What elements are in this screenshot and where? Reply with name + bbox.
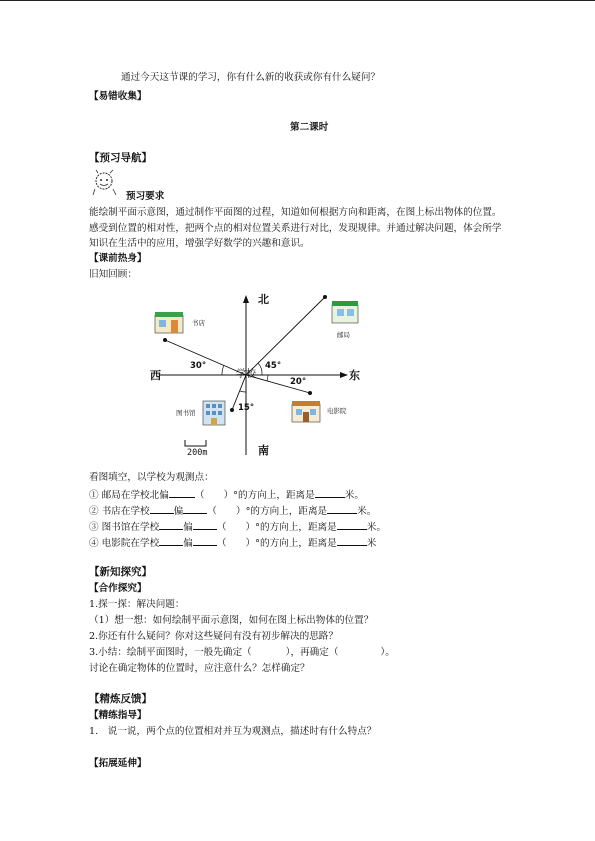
post-office-label: 邮局 bbox=[337, 331, 350, 339]
heading-extend: 【拓展延伸】 bbox=[89, 758, 147, 769]
angle-ne-label: 45° bbox=[265, 361, 282, 371]
answer-blank[interactable] bbox=[337, 535, 367, 546]
fill-item-text: 书店在学校 bbox=[101, 506, 150, 517]
heading-warmup: 【课前热身】 bbox=[89, 253, 147, 264]
fill-item-4 bbox=[89, 535, 376, 550]
answer-blank[interactable] bbox=[159, 519, 183, 530]
map-west-label: 西 bbox=[150, 369, 161, 382]
explore-item-2: 2.你还有什么疑问？你对这些疑问有没有初步解决的思路？ bbox=[89, 631, 338, 642]
fill-item-text: 偏 bbox=[183, 522, 193, 533]
answer-blank[interactable] bbox=[315, 487, 345, 498]
answer-blank[interactable] bbox=[193, 519, 217, 530]
preview-req-text: 能绘制平面示意图，通过制作平面图的过程，知道如何根据方向和距离，在图上标出物体的位置。感受到位置的相对性，把两个点的相对位置关系进行对比，发现规律。并通过解决问题，体会所学知识在生活中的应用，增强学好数学的兴趣和意识。 bbox=[89, 207, 502, 249]
summary-text: ），再确定（ bbox=[285, 647, 339, 658]
angle-sw-label: 15° bbox=[238, 403, 255, 413]
fill-item-text: （ ）°的方向上，距离是 bbox=[216, 538, 337, 549]
library-building-icon bbox=[200, 399, 228, 427]
heading-guide: 【精练指导】 bbox=[89, 710, 147, 721]
answer-blank[interactable] bbox=[169, 487, 195, 498]
heading-explore: 【新知探究】 bbox=[89, 566, 152, 578]
page-top-rule bbox=[0, 0, 595, 1]
heading-coop: 【合作探究】 bbox=[89, 583, 147, 594]
fill-item-text: 米 bbox=[366, 538, 377, 549]
heading-feedback: 【精炼反馈】 bbox=[89, 693, 152, 705]
answer-blank[interactable] bbox=[327, 503, 357, 514]
explore-item-1a: （1）想一想：如何绘制平面示意图，如何在图上标出物体的位置？ bbox=[89, 615, 374, 626]
fill-item-1 bbox=[89, 487, 364, 502]
fill-item-text: 米。 bbox=[366, 522, 386, 533]
fill-item-text: 偏 bbox=[183, 538, 193, 549]
cinema-building-icon bbox=[290, 398, 322, 424]
fill-item-text: 图书馆在学校 bbox=[101, 522, 160, 533]
review-label: 旧知回顾： bbox=[89, 269, 137, 280]
heading-preview-nav: 【预习导航】 bbox=[89, 152, 152, 164]
cartoon-kid-icon bbox=[90, 169, 122, 197]
answer-blank[interactable] bbox=[337, 519, 367, 530]
heading-errors: 【易错收集】 bbox=[89, 91, 147, 102]
summary-text: 3.小结：绘制平面图时，一般先确定（ bbox=[89, 647, 252, 658]
fill-item-text: 偏 bbox=[173, 506, 184, 517]
fill-item-text: 米。 bbox=[357, 506, 377, 517]
fill-item-text: 电影院在学校 bbox=[101, 538, 160, 549]
explore-item-4: 讨论在确定物体的位置时，应注意什么？怎样确定？ bbox=[89, 663, 310, 674]
guide-item-1: 1. 说一说，两个点的位置相对并互为观测点，描述时有什么特点？ bbox=[89, 726, 377, 737]
fill-item-text: 邮局在学校北偏 bbox=[101, 490, 169, 501]
map-east-label: 东 bbox=[349, 369, 360, 382]
explore-item-3 bbox=[89, 646, 395, 659]
bookstore-label: 书店 bbox=[192, 319, 205, 327]
library-label: 图书馆 bbox=[176, 409, 196, 417]
explore-item-1: 1.探一探：解决问题： bbox=[89, 599, 185, 610]
preview-req-title: 预习要求 bbox=[126, 191, 165, 202]
intro-question: 通过今天这节课的学习，你有什么新的收获或你有什么疑问？ bbox=[121, 72, 381, 83]
answer-blank[interactable] bbox=[159, 535, 183, 546]
fill-item-number: ② bbox=[89, 506, 99, 517]
map-north-label: 北 bbox=[258, 293, 269, 306]
answer-blank[interactable] bbox=[150, 503, 174, 514]
answer-blank[interactable] bbox=[193, 535, 217, 546]
fill-item-number: ④ bbox=[89, 538, 99, 549]
fill-item-number: ③ bbox=[89, 522, 99, 533]
fill-item-text: （ ）°的方向上，距离是 bbox=[194, 490, 315, 501]
fill-item-number: ① bbox=[89, 490, 99, 501]
cinema-label: 电影院 bbox=[327, 407, 347, 415]
map-school-label: 学校 bbox=[236, 369, 256, 380]
bookstore-building-icon bbox=[153, 309, 185, 335]
post-office-building-icon bbox=[330, 297, 360, 325]
summary-text: ）。 bbox=[380, 647, 395, 658]
lesson-title: 第二课时 bbox=[290, 122, 329, 133]
scale-label: 200m bbox=[187, 448, 208, 458]
fill-item-3 bbox=[89, 519, 386, 534]
angle-west-label: 30° bbox=[190, 361, 207, 371]
fill-item-text: （ ）°的方向上，距离是 bbox=[207, 506, 328, 517]
map-south-label: 南 bbox=[258, 444, 269, 457]
angle-east-label: 20° bbox=[290, 377, 307, 387]
fill-item-2 bbox=[89, 503, 376, 518]
fill-item-text: 米。 bbox=[344, 490, 364, 501]
answer-blank[interactable] bbox=[183, 503, 207, 514]
fill-intro: 看图填空，以学校为观测点： bbox=[89, 472, 214, 483]
fill-item-text: （ ）°的方向上，距离是 bbox=[216, 522, 337, 533]
